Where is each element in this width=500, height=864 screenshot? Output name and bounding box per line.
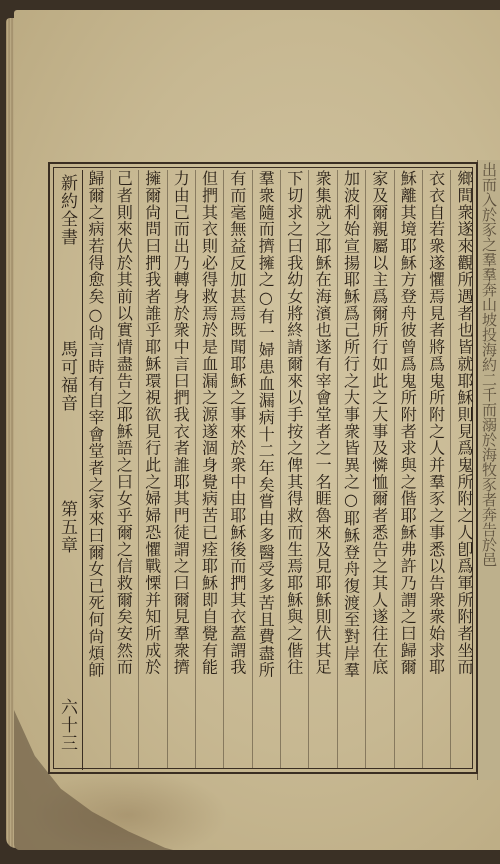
column-rule xyxy=(167,170,168,768)
text-column: 下切求之曰我幼女將終請爾來以手按之俾其得救而生焉耶穌與之偕往 xyxy=(284,170,304,676)
column-rule xyxy=(337,170,338,768)
text-column: 穌離其境耶穌方登舟彼曾爲鬼所附者求與之偕耶穌弗許乃謂之曰歸爾 xyxy=(398,170,418,676)
running-head-gospel: 馬可福音 xyxy=(57,340,77,412)
text-column: 羣衆隨而擠擁之○有一婦患血漏病十二年矣嘗由多醫受多苦且費盡所 xyxy=(256,170,276,679)
text-column: 衣衣自若衆遂懼焉見者將爲鬼所附之人并羣豕之事悉以告衆衆始求耶 xyxy=(426,170,446,676)
column-rule xyxy=(422,170,423,768)
column-rule xyxy=(280,170,281,768)
text-column: 加波利始宣揚耶穌爲己所行之大事衆皆異之○耶穌登舟復渡至對岸羣 xyxy=(341,170,361,679)
column-rule xyxy=(223,170,224,768)
text-column: 家及爾親屬以主爲爾所行如此之大事及憐恤爾者悉告之其人遂往在底 xyxy=(369,170,389,676)
column-rule xyxy=(252,170,253,768)
text-column: 力由己而出乃轉身於衆中言曰捫我衣者誰耶其門徒謂之曰爾見羣衆擠 xyxy=(171,170,191,676)
page-number: 六十三 xyxy=(57,698,77,752)
column-rule xyxy=(308,170,309,768)
text-column: 擁爾尙問曰捫我者誰乎耶穌環視欲見行此之婦婦恐懼戰慄并知所成於 xyxy=(142,170,162,676)
text-column: 但捫其衣則必得救焉於是血漏之源遂涸身覺病苦已痊耶穌即自覺有能 xyxy=(199,170,219,676)
running-head xyxy=(52,170,83,770)
text-column: 己者則來伏於其前以實情盡告之耶穌語之曰女乎爾之信救爾矣安然而 xyxy=(114,170,134,676)
column-rule xyxy=(450,170,451,768)
column-rule xyxy=(195,170,196,768)
column-rule xyxy=(365,170,366,768)
column-rule xyxy=(138,170,139,768)
text-column: 有而毫無益反加甚焉既聞耶穌之事來於衆中由耶穌後而捫其衣蓋謂我 xyxy=(227,170,247,676)
scripture-text xyxy=(86,170,474,768)
text-column: 歸爾之病若得愈矣○尙言時有自宰會堂者之家來曰爾女已死何尙煩師 xyxy=(86,170,105,679)
text-column: 衆集就之耶穌在海濱也遂有宰會堂者之一名睚魯來及見耶穌則伏其足 xyxy=(313,170,333,676)
column-rule xyxy=(394,170,395,768)
bleed-through-text: 出而入於豕之羣羣奔山坡投海約二千而溺於海牧豕者奔告於邑 xyxy=(480,162,498,567)
column-rule xyxy=(110,170,111,768)
text-column: 鄉間衆遂來觀所遇者也皆就耶穌則見爲鬼所附之人卽爲軍所附者坐而 xyxy=(455,170,474,676)
running-head-chapter: 第五章 xyxy=(57,500,77,554)
bleed-through-column xyxy=(477,160,500,780)
running-head-book-title: 新約全書 xyxy=(57,174,77,246)
